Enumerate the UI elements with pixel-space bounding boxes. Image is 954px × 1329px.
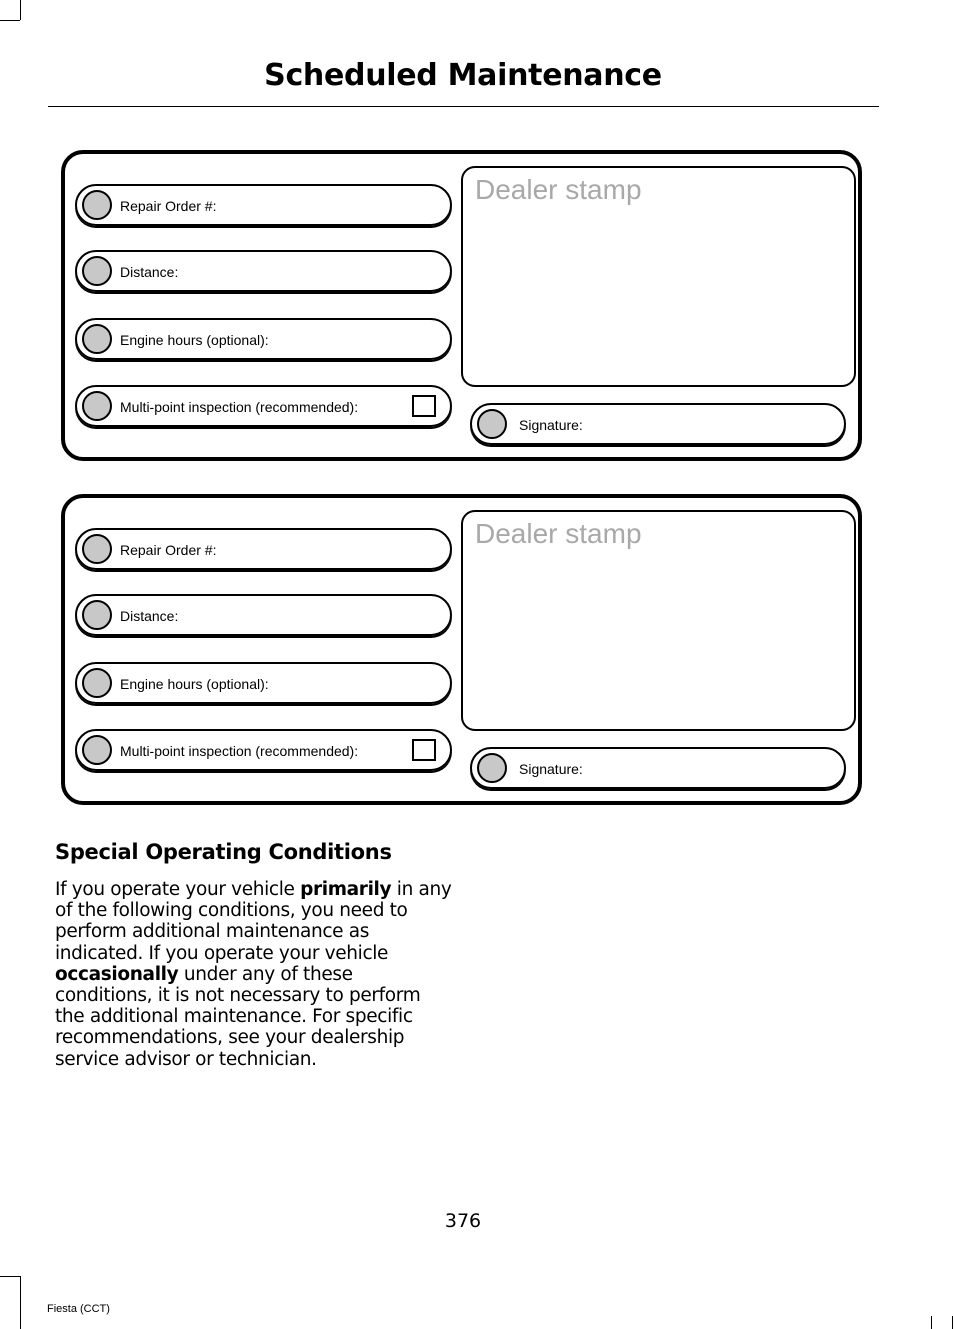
- multi-point-inspection-field: [75, 729, 452, 771]
- paragraph-text: If you operate your vehicle: [55, 879, 301, 900]
- footer-model-label: Fiesta (CCT): [47, 1303, 110, 1315]
- field-marker-icon: [82, 668, 112, 698]
- field-marker-icon: [82, 256, 112, 286]
- engine-hours-field[interactable]: [75, 662, 452, 704]
- field-label: Repair Order #:: [120, 198, 217, 214]
- dealer-stamp-box: [461, 510, 856, 731]
- crop-mark-bottom-right-v2: [952, 1316, 953, 1329]
- field-label: Repair Order #:: [120, 542, 217, 558]
- field-marker-icon: [477, 753, 507, 783]
- field-label: Distance:: [120, 608, 179, 624]
- field-label: Multi-point inspection (recommended):: [120, 399, 359, 415]
- engine-hours-field[interactable]: [75, 318, 452, 360]
- section-heading: Special Operating Conditions: [55, 840, 392, 864]
- signature-field[interactable]: [470, 403, 846, 445]
- field-marker-icon: [477, 409, 507, 439]
- paragraph-text: in any of the following conditions, you need to perform additional maintenance as indicated. If you operate your vehicle: [55, 879, 452, 964]
- crop-mark-top-left-h: [0, 20, 20, 21]
- crop-mark-bottom-left-v: [20, 1276, 21, 1329]
- field-label: Engine hours (optional):: [120, 676, 269, 692]
- distance-field[interactable]: [75, 594, 452, 636]
- signature-label: Signature:: [519, 761, 583, 777]
- multi-point-inspection-field: [75, 385, 452, 427]
- field-label: Engine hours (optional):: [120, 332, 269, 348]
- field-marker-icon: [82, 324, 112, 354]
- maintenance-record-card-1: [61, 150, 862, 461]
- crop-mark-bottom-right-v1: [931, 1316, 932, 1329]
- signature-field[interactable]: [470, 747, 846, 789]
- field-marker-icon: [82, 534, 112, 564]
- field-marker-icon: [82, 600, 112, 630]
- header-divider: [48, 106, 879, 107]
- field-marker-icon: [82, 391, 112, 421]
- inspection-checkbox[interactable]: [412, 395, 436, 417]
- crop-mark-top-left-v: [20, 0, 21, 20]
- repair-order-field[interactable]: [75, 528, 452, 570]
- field-marker-icon: [82, 735, 112, 765]
- emphasis-occasionally: occasionally: [55, 963, 179, 985]
- page-number: 376: [444, 1210, 482, 1232]
- page-title: Scheduled Maintenance: [264, 58, 662, 93]
- signature-label: Signature:: [519, 417, 583, 433]
- dealer-stamp-label: Dealer stamp: [475, 174, 642, 205]
- dealer-stamp-box: [461, 166, 856, 387]
- paragraph-text: under any of these conditions, it is not necessary to perform the additional maintenance. For specific recommendations, see your dealership service advisor or technician.: [55, 963, 421, 1070]
- field-label: Multi-point inspection (recommended):: [120, 743, 359, 759]
- distance-field[interactable]: [75, 250, 452, 292]
- dealer-stamp-label: Dealer stamp: [475, 518, 642, 549]
- inspection-checkbox[interactable]: [412, 739, 436, 761]
- section-paragraph: [55, 879, 455, 1070]
- field-marker-icon: [82, 190, 112, 220]
- repair-order-field[interactable]: [75, 184, 452, 226]
- maintenance-record-card-2: [61, 494, 862, 805]
- crop-mark-bottom-left-h: [0, 1276, 20, 1277]
- emphasis-primarily: primarily: [300, 879, 392, 900]
- field-label: Distance:: [120, 264, 179, 280]
